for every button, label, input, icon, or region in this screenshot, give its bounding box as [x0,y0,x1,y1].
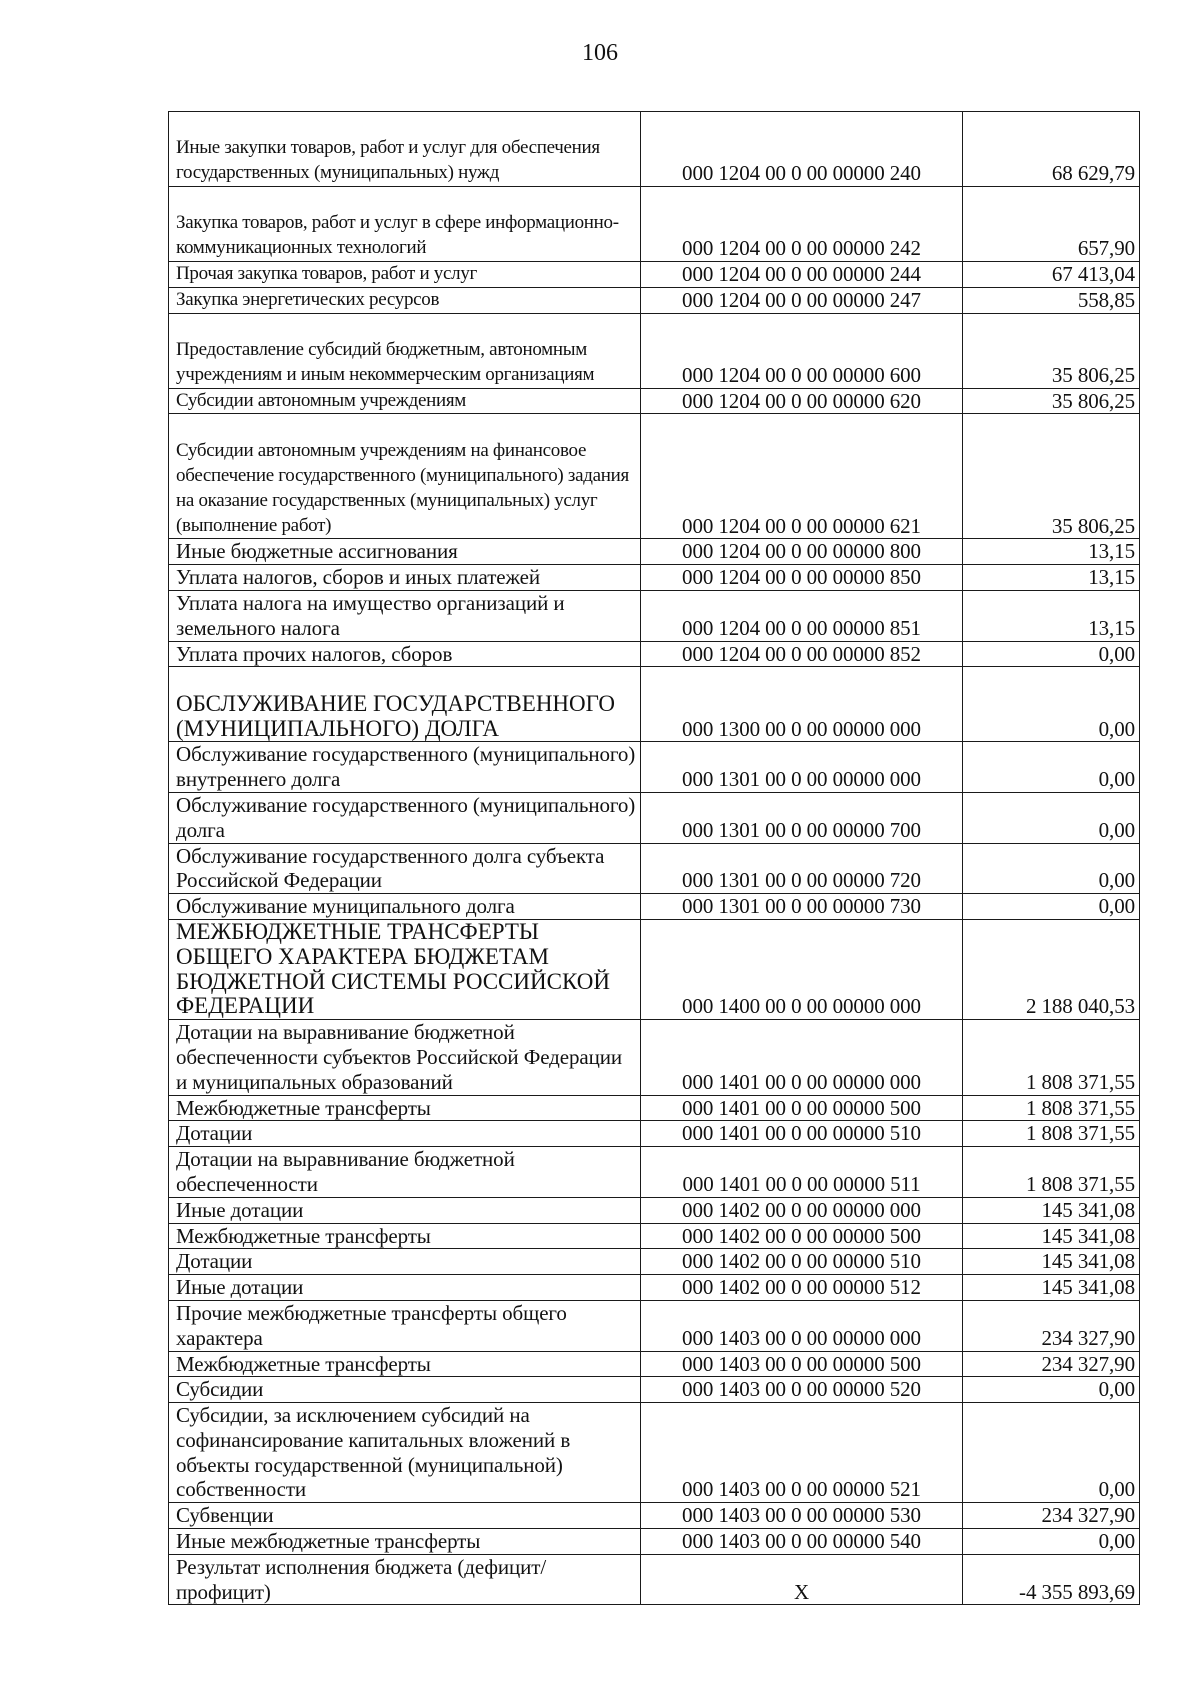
row-name-cell: Результат исполнения бюджета (дефицит/профицит) [169,1554,641,1605]
table-row [169,641,1140,667]
row-sum-cell: 0,00 [963,667,1140,742]
row-sum-cell: 0,00 [963,641,1140,667]
row-name-cell: Межбюджетные трансферты [169,1351,641,1377]
row-name-cell: Межбюджетные трансферты [169,1095,641,1121]
row-sum-cell: 67 413,04 [963,262,1140,288]
row-sum-cell: 13,15 [963,590,1140,641]
table-row [169,112,1140,187]
table-row [169,1503,1140,1529]
row-code-cell: 000 1403 00 0 00 00000 521 [641,1403,963,1503]
table-row [169,388,1140,414]
row-code-cell: 000 1204 00 0 00 00000 800 [641,539,963,565]
row-sum-cell: 35 806,25 [963,313,1140,388]
row-sum-cell: 0,00 [963,742,1140,793]
row-name-cell: Субвенции [169,1503,641,1529]
row-code-cell: 000 1403 00 0 00 00000 540 [641,1529,963,1555]
row-name-cell: Иные дотации [169,1197,641,1223]
row-name-cell: ОБСЛУЖИВАНИЕ ГОСУДАРСТВЕННОГО (МУНИЦИПАЛЬНОГО) ДОЛГА [169,667,641,742]
row-name-cell: Уплата налогов, сборов и иных платежей [169,565,641,591]
row-code-cell: 000 1204 00 0 00 00000 850 [641,565,963,591]
row-code-cell: 000 1403 00 0 00 00000 530 [641,1503,963,1529]
table-row [169,792,1140,843]
row-name-cell: Субсидии автономным учреждениям на финансовое обеспечение государственного (муниципального) задания на оказание государственных (муниципальных) услуг (выполнение работ) [169,414,641,539]
row-name-cell: Закупка товаров, работ и услуг в сфере информационно-коммуникационных технологий [169,187,641,262]
table-row [169,1377,1140,1403]
table-row [169,539,1140,565]
row-sum-cell: 0,00 [963,792,1140,843]
table-row [169,1275,1140,1301]
row-code-cell: 000 1204 00 0 00 00000 242 [641,187,963,262]
row-sum-cell: 35 806,25 [963,388,1140,414]
table-row [169,742,1140,793]
row-sum-cell: 1 808 371,55 [963,1020,1140,1095]
row-name-cell: Прочие межбюджетные трансферты общего характера [169,1300,641,1351]
row-sum-cell: 1 808 371,55 [963,1147,1140,1198]
row-code-cell: 000 1204 00 0 00 00000 621 [641,414,963,539]
table-row [169,894,1140,920]
row-sum-cell: 1 808 371,55 [963,1095,1140,1121]
row-sum-cell: 145 341,08 [963,1249,1140,1275]
page-number: 106 [582,40,618,66]
table-row [169,1554,1140,1605]
row-sum-cell: 0,00 [963,1403,1140,1503]
table-row [169,262,1140,288]
row-code-cell: 000 1301 00 0 00 00000 700 [641,792,963,843]
row-code-cell: 000 1204 00 0 00 00000 852 [641,641,963,667]
row-code-cell: 000 1204 00 0 00 00000 851 [641,590,963,641]
row-code-cell: 000 1204 00 0 00 00000 240 [641,112,963,187]
table-row [169,1300,1140,1351]
row-code-cell: 000 1403 00 0 00 00000 520 [641,1377,963,1403]
table-body [169,112,1140,1605]
row-name-cell: Прочая закупка товаров, работ и услуг [169,262,641,288]
row-name-cell: Обслуживание муниципального долга [169,894,641,920]
row-name-cell: Иные закупки товаров, работ и услуг для обеспечения государственных (муниципальных) нужд [169,112,641,187]
table-row [169,187,1140,262]
row-code-cell: X [641,1554,963,1605]
row-sum-cell: 13,15 [963,565,1140,591]
row-name-cell: Закупка энергетических ресурсов [169,287,641,313]
row-code-cell: 000 1301 00 0 00 00000 000 [641,742,963,793]
table-row [169,1095,1140,1121]
budget-execution-table [168,111,1140,1605]
row-code-cell: 000 1403 00 0 00 00000 500 [641,1351,963,1377]
row-sum-cell: 2 188 040,53 [963,919,1140,1019]
row-name-cell: Дотации [169,1121,641,1147]
row-code-cell: 000 1402 00 0 00 00000 512 [641,1275,963,1301]
table-row [169,1147,1140,1198]
row-sum-cell: 13,15 [963,539,1140,565]
row-name-cell: Обслуживание государственного (муниципального) внутреннего долга [169,742,641,793]
row-code-cell: 000 1204 00 0 00 00000 244 [641,262,963,288]
row-code-cell: 000 1301 00 0 00 00000 730 [641,894,963,920]
row-name-cell: Обслуживание государственного (муниципального) долга [169,792,641,843]
table-row [169,1121,1140,1147]
row-code-cell: 000 1401 00 0 00 00000 000 [641,1020,963,1095]
table-row [169,1249,1140,1275]
table-row [169,919,1140,1019]
table-row [169,1529,1140,1555]
row-sum-cell: 234 327,90 [963,1503,1140,1529]
table-row [169,313,1140,388]
row-sum-cell: 145 341,08 [963,1275,1140,1301]
table-row [169,590,1140,641]
row-sum-cell: 0,00 [963,894,1140,920]
row-name-cell: Иные бюджетные ассигнования [169,539,641,565]
row-sum-cell: 0,00 [963,1377,1140,1403]
row-code-cell: 000 1204 00 0 00 00000 620 [641,388,963,414]
row-code-cell: 000 1401 00 0 00 00000 510 [641,1121,963,1147]
row-code-cell: 000 1403 00 0 00 00000 000 [641,1300,963,1351]
row-sum-cell: 0,00 [963,1529,1140,1555]
row-sum-cell: 657,90 [963,187,1140,262]
row-code-cell: 000 1402 00 0 00 00000 500 [641,1223,963,1249]
row-sum-cell: 558,85 [963,287,1140,313]
row-code-cell: 000 1204 00 0 00 00000 600 [641,313,963,388]
table-row [169,1197,1140,1223]
row-name-cell: Иные межбюджетные трансферты [169,1529,641,1555]
row-name-cell: Межбюджетные трансферты [169,1223,641,1249]
table-row [169,1223,1140,1249]
row-name-cell: Уплата прочих налогов, сборов [169,641,641,667]
row-name-cell: Предоставление субсидий бюджетным, автономным учреждениям и иным некоммерческим организациям [169,313,641,388]
table-row [169,1351,1140,1377]
row-name-cell: Субсидии автономным учреждениям [169,388,641,414]
row-code-cell: 000 1402 00 0 00 00000 000 [641,1197,963,1223]
row-name-cell: Дотации [169,1249,641,1275]
row-sum-cell: 35 806,25 [963,414,1140,539]
table-row [169,565,1140,591]
row-name-cell: Уплата налога на имущество организаций и земельного налога [169,590,641,641]
row-name-cell: Иные дотации [169,1275,641,1301]
row-code-cell: 000 1301 00 0 00 00000 720 [641,843,963,894]
row-code-cell: 000 1401 00 0 00 00000 500 [641,1095,963,1121]
row-sum-cell: 1 808 371,55 [963,1121,1140,1147]
table-row [169,414,1140,539]
row-sum-cell: 234 327,90 [963,1300,1140,1351]
table-row [169,1403,1140,1503]
table-row [169,843,1140,894]
row-sum-cell: 145 341,08 [963,1197,1140,1223]
table-row [169,287,1140,313]
row-sum-cell: 145 341,08 [963,1223,1140,1249]
row-name-cell: Обслуживание государственного долга субъекта Российской Федерации [169,843,641,894]
row-name-cell: Дотации на выравнивание бюджетной обеспеченности субъектов Российской Федерации и муниципальных образований [169,1020,641,1095]
row-code-cell: 000 1401 00 0 00 00000 511 [641,1147,963,1198]
row-name-cell: МЕЖБЮДЖЕТНЫЕ ТРАНСФЕРТЫ ОБЩЕГО ХАРАКТЕРА БЮДЖЕТАМ БЮДЖЕТНОЙ СИСТЕМЫ РОССИЙСКОЙ ФЕДЕРАЦИИ [169,919,641,1019]
row-sum-cell: 234 327,90 [963,1351,1140,1377]
row-sum-cell: -4 355 893,69 [963,1554,1140,1605]
row-code-cell: 000 1300 00 0 00 00000 000 [641,667,963,742]
row-sum-cell: 68 629,79 [963,112,1140,187]
row-name-cell: Дотации на выравнивание бюджетной обеспеченности [169,1147,641,1198]
row-sum-cell: 0,00 [963,843,1140,894]
row-name-cell: Субсидии [169,1377,641,1403]
row-code-cell: 000 1402 00 0 00 00000 510 [641,1249,963,1275]
row-code-cell: 000 1400 00 0 00 00000 000 [641,919,963,1019]
table-row [169,1020,1140,1095]
row-code-cell: 000 1204 00 0 00 00000 247 [641,287,963,313]
row-name-cell: Субсидии, за исключением субсидий на софинансирование капитальных вложений в объекты государственной (муниципальной) собственности [169,1403,641,1503]
table-row [169,667,1140,742]
